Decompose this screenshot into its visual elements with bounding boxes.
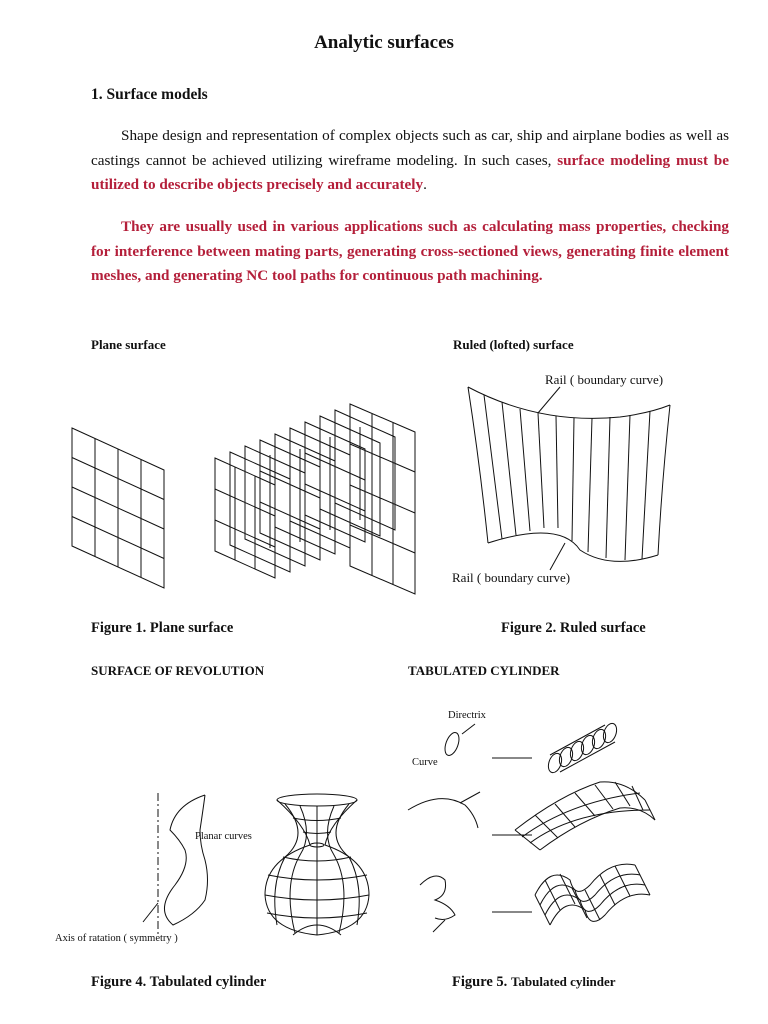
plane-surface-label: Plane surface <box>91 337 166 352</box>
figure5-caption-prefix: Figure 5. <box>452 974 508 990</box>
figure4-caption: Figure 4. Tabulated cylinder <box>91 974 267 990</box>
tabulated-cylinder-label: TABULATED CYLINDER <box>408 663 560 678</box>
stacked-planes <box>215 404 415 594</box>
section-heading: 1. Surface models <box>91 86 208 103</box>
paragraph-surface-models <box>91 124 729 198</box>
page-title: Analytic surfaces <box>314 32 454 53</box>
ruled-surface-figure <box>440 365 700 595</box>
cylinder-1 <box>546 722 619 775</box>
surface-3 <box>535 864 650 925</box>
vase-surface <box>265 794 369 935</box>
planar-curves-label: Planar curves <box>195 831 252 842</box>
paragraph1-highlight: surface modeling must be utilized to describe objects precisely and accurately <box>91 151 729 193</box>
tabulated-cylinder-figure <box>400 700 720 950</box>
paragraph1-end: . <box>423 176 427 193</box>
curve-label: Curve <box>412 757 438 768</box>
plane-surface-figure <box>60 410 440 595</box>
figure5-caption <box>452 974 616 991</box>
surface-2 <box>515 782 655 850</box>
rail-bottom-label: Rail ( boundary curve) <box>452 570 571 585</box>
axis-label: Axis of ratation ( symmetry ) <box>55 933 178 944</box>
directrix-label: Directrix <box>448 710 486 721</box>
surface-of-revolution-figure <box>55 785 390 950</box>
paragraph-applications <box>91 215 729 289</box>
ruled-surface-label: Ruled (lofted) surface <box>453 337 574 352</box>
single-plane-grid <box>72 428 164 588</box>
figure1-caption: Figure 1. Plane surface <box>91 620 234 636</box>
rail-top-label: Rail ( boundary curve) <box>545 372 664 387</box>
surface-of-revolution-label: SURFACE OF REVOLUTION <box>91 663 265 678</box>
paragraph2-text: They are usually used in various applications such as calculating mass properties, checking for interference between mating parts, generating cross-sectioned views, generating finite element meshes, and generating NC tool paths for continuous path machining. <box>91 218 729 284</box>
figure2-caption: Figure 2. Ruled surface <box>501 620 646 636</box>
figure5-caption-text: Tabulated cylinder <box>510 974 616 989</box>
paragraph1-text: Shape design and representation of complex objects such as car, ship and airplane bodies as well as castings cannot be achieved utilizing wireframe modeling. In such cases, <box>91 127 729 169</box>
